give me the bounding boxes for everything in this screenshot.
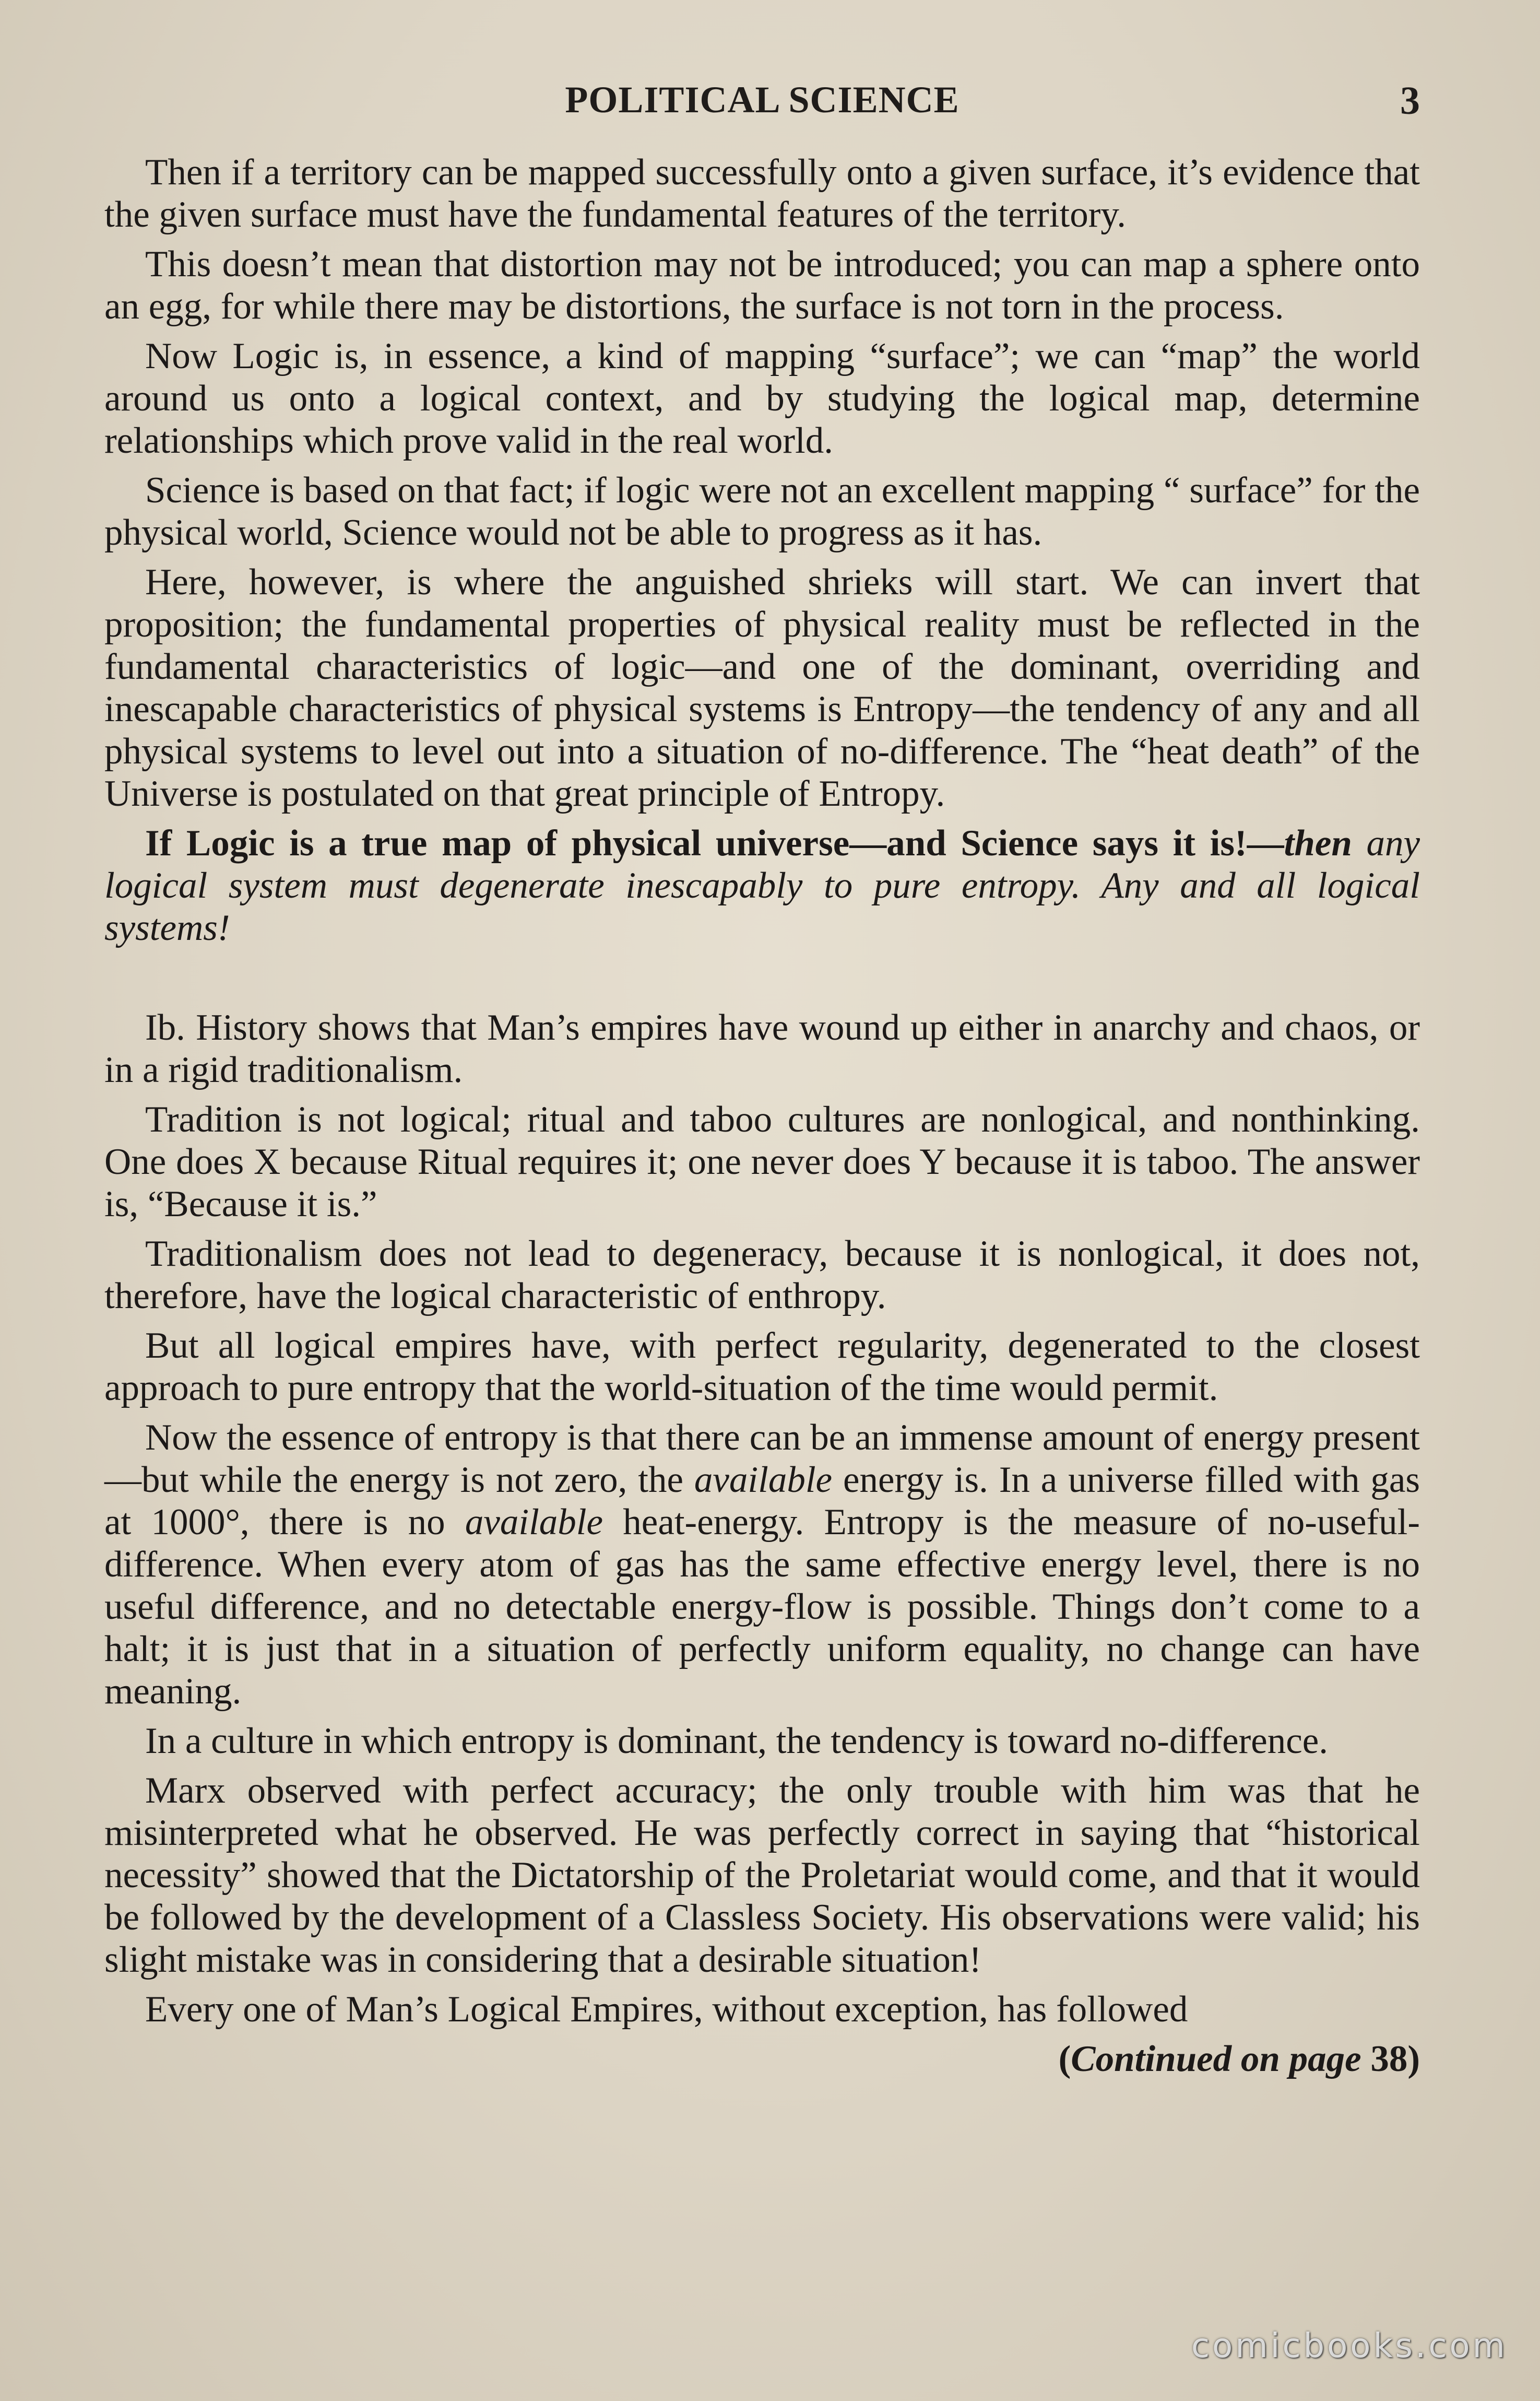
section-ib-heading-paragraph: Ib. History shows that Man’s empires have wound up either in anarchy and chaos, or in a rigid traditionalism. (104, 1007, 1420, 1090)
paragraph: This doesn’t mean that distortion may not be introduced; you can map a sphere onto an egg, for while there may be distortions, the surface is not torn in the process. (104, 244, 1420, 327)
paragraph: Science is based on that fact; if logic were not an excellent mapping “ surface” for the physical world, Science would not be able to progress as it has. (104, 470, 1420, 553)
italic-text: any logical system must degenerate inescapably to pure entropy. Any and all logical systems! (104, 823, 1420, 948)
continued-on-note (104, 2038, 1420, 2080)
continued-label: Continued on page (1071, 2039, 1361, 2079)
page-number: 3 (1400, 79, 1420, 123)
running-head: POLITICAL SCIENCE (565, 79, 959, 121)
bold-text: If Logic is a true map of physical universe—and Science says it is!— (145, 823, 1284, 864)
text-run: ) (1407, 2039, 1420, 2079)
entropy-paragraph (104, 1417, 1420, 1713)
paragraph: In a culture in which entropy is dominant, the tendency is toward no-difference. (145, 1721, 1329, 1761)
bold-italic-text: then (1284, 823, 1352, 864)
text-run: ( (1058, 2039, 1071, 2079)
logic-conclusion-paragraph (104, 822, 1420, 949)
paragraph: Marx observed with perfect accuracy; the only trouble with him was that he misinterpreted what he observed. He was perfectly correct in saying that “historical necessity” showed that the Dictatorship of the Proletariat would come, and that it would be followed by the development of a Classless Society. His observations were valid; his slight mistake was in considering that a desirable situation! (104, 1770, 1420, 1980)
site-watermark: comicbooks.com (1191, 2327, 1508, 2365)
paragraph: Tradition is not logical; ritual and taboo cultures are nonlogical, and nonthinking. One does X because Ritual requires it; one never does Y because it is taboo. The answer is, “Because it is.” (104, 1099, 1420, 1225)
text-run: heat-energy. Entropy is the measure of no-useful-difference. When every atom of gas has the same effective energy level, there is no useful difference, and no detectable energy-flow is possible. Things don’t come to a halt; it is just that in a situation of perfectly uniform equality, no change can have meaning. (104, 1502, 1420, 1712)
text-run: energy is. In a universe filled with gas at 1000°, there is no (104, 1460, 1420, 1543)
italic-text: available (694, 1460, 833, 1500)
paragraph: Traditionalism does not lead to degeneracy, because it is nonlogical, it does not, therefore, have the logical characteristic of enthropy. (104, 1233, 1420, 1316)
continued-page-number: 38 (1361, 2039, 1408, 2079)
paragraph: Here, however, is where the anguished shrieks will start. We can invert that proposition; the fundamental properties of physical reality must be reflected in the fundamental characteristics of logic—and one of the dominant, overriding and inescapable characteristics of physical systems is Entropy—the tendency of any and all physical systems to level out into a situation of no-difference. The “heat death” of the Universe is postulated on that great principle of Entropy. (104, 562, 1420, 814)
italic-text: available (465, 1502, 603, 1543)
paragraph: Now Logic is, in essence, a kind of mapping “surface”; we can “map” the world around us onto a logical context, and by studying the logical map, determine relationships which prove valid in the real world. (104, 336, 1420, 461)
page-header (104, 78, 1420, 136)
text-run: Now the essence of entropy is that there can be an immense amount of energy present—but while the energy is not zero, the (104, 1417, 1420, 1500)
paragraph: But all logical empires have, with perfect regularity, degenerated to the closest approach to pure entropy that the world-situation of the time would permit. (104, 1325, 1420, 1408)
article-body (104, 151, 1420, 2088)
paragraph: Then if a territory can be mapped successfully onto a given surface, it’s evidence that the given surface must have the fundamental features of the territory. (104, 152, 1420, 235)
paragraph: Every one of Man’s Logical Empires, without exception, has followed (145, 1989, 1188, 2030)
